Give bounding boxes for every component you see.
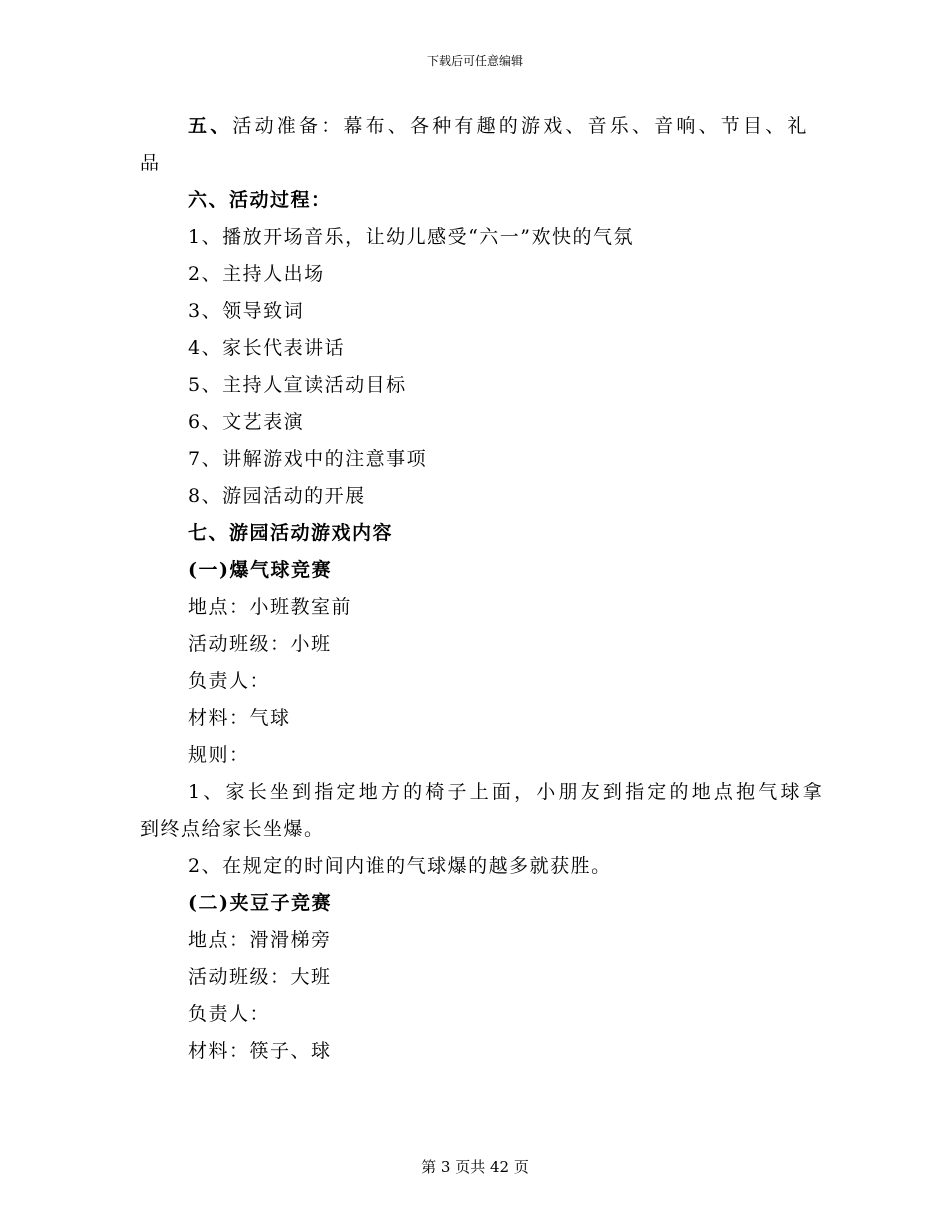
paragraph-line <box>140 108 820 145</box>
paragraph-line: 材料：气球 <box>188 707 291 729</box>
document-body <box>140 108 825 1070</box>
paragraph-line: 活动班级：大班 <box>188 966 332 988</box>
heading-number: 五、 <box>188 115 233 137</box>
paragraph-line: 2、主持人出场 <box>188 263 325 285</box>
page-footer-number: 第 3 页共 42 页 <box>421 1158 529 1176</box>
paragraph-line: 地点：滑滑梯旁 <box>188 929 332 951</box>
paragraph-line: 6、文艺表演 <box>188 411 305 433</box>
paragraph-line: 5、主持人宣读活动目标 <box>188 374 407 396</box>
paragraph-line: 品 <box>140 152 161 174</box>
paragraph-line: 4、家长代表讲话 <box>188 337 346 359</box>
section-heading: (一)爆气球竞赛 <box>188 559 332 581</box>
section-heading: (二)夹豆子竞赛 <box>188 892 332 914</box>
heading-text: 活动准备：幕布、各种有趣的游戏、音乐、音响、节目、礼 <box>232 115 810 137</box>
paragraph-line: 7、讲解游戏中的注意事项 <box>188 448 428 470</box>
paragraph-line: 地点：小班教室前 <box>188 596 353 618</box>
page-header-note: 下载后可任意编辑 <box>426 54 523 68</box>
paragraph-line: 3、领导致词 <box>188 300 305 322</box>
paragraph-line: 负责人： <box>188 1003 271 1025</box>
paragraph-line: 2、在规定的时间内谁的气球爆的越多就获胜。 <box>188 855 612 877</box>
paragraph-line: 到终点给家长坐爆。 <box>140 818 325 840</box>
paragraph-line: 活动班级：小班 <box>188 633 332 655</box>
paragraph-line: 材料：筷子、球 <box>188 1040 332 1062</box>
section-heading: 七、游园活动游戏内容 <box>188 522 394 544</box>
paragraph-line: 1、播放开场音乐，让幼儿感受“六一”欢快的气氛 <box>188 226 635 248</box>
paragraph-line: 规则： <box>188 744 250 766</box>
paragraph-line: 1、家长坐到指定地方的椅子上面，小朋友到指定的地点抱气球拿 <box>188 781 825 803</box>
paragraph-line: 8、游园活动的开展 <box>188 485 366 507</box>
section-heading: 六、活动过程： <box>188 189 332 211</box>
paragraph-line: 负责人： <box>188 670 271 692</box>
